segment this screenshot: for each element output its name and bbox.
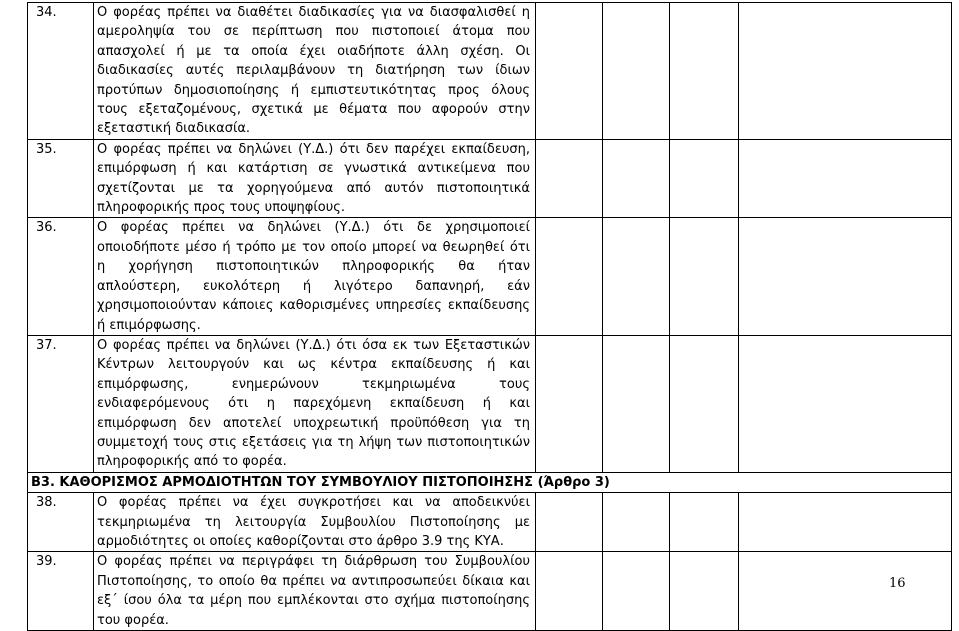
text-line: Ο φορέας πρέπει να δηλώνει (Υ.Δ.) ότι δεν παρέχει εκπαίδευση, — [97, 141, 530, 157]
empty-cell — [670, 493, 739, 552]
text-line: συμμετοχή τους στις εξετάσεις για τη λήψη των πιστοποιητικών — [97, 434, 530, 450]
empty-cell — [536, 552, 603, 631]
empty-cell — [536, 3, 603, 140]
requirement-text — [94, 552, 536, 631]
text-line: εξεταστική διαδικασία. — [97, 121, 251, 137]
empty-cell — [536, 493, 603, 552]
requirement-text — [94, 139, 536, 218]
text-line: Πιστοποίησης, το οποίο θα πρέπει να αντιπροσωπεύει δίκαια και — [97, 573, 530, 589]
text-line: Ο φορέας πρέπει να έχει συγκροτήσει και να αποδεικνύει — [97, 495, 530, 511]
text-line: τους εξεταζομένους, σχετικά με θέματα που αφορούν στην — [97, 102, 530, 118]
section-row — [28, 472, 952, 492]
empty-cell — [670, 218, 739, 335]
text-line: τεκμηριωμένα τη λειτουργία Συμβουλίου Πιστοποίησης με — [97, 514, 530, 530]
item-number: 36. — [28, 218, 94, 335]
text-line: πληροφορικής από το φορέα. — [97, 454, 287, 470]
empty-cell — [739, 493, 952, 552]
empty-cell — [670, 552, 739, 631]
section-block — [28, 472, 952, 492]
empty-cell — [670, 139, 739, 218]
text-line: διαδικασίες αυτές περιλαμβάνουν τη διατήρηση των ίδιων — [97, 63, 530, 79]
empty-cell — [739, 335, 952, 472]
requirements-rows — [28, 3, 952, 473]
table-row — [28, 139, 952, 218]
table-row — [28, 493, 952, 552]
empty-cell — [603, 552, 670, 631]
empty-cell — [739, 139, 952, 218]
item-number: 39. — [28, 552, 94, 631]
item-number: 34. — [28, 3, 94, 140]
section-heading: Β3. ΚΑΘΟΡΙΣΜΟΣ ΑΡΜΟΔΙΟΤΗΤΩΝ ΤΟΥ ΣΥΜΒΟΥΛΙΟΥ ΠΙΣΤΟΠΟΙΗΣΗΣ (Άρθρο 3) — [28, 472, 952, 492]
empty-cell — [603, 3, 670, 140]
table-row — [28, 218, 952, 335]
text-line: αμεροληψία του σε περίπτωση που πιστοποιεί άτομα που — [97, 24, 530, 40]
text-line: η χορήγηση πιστοποιητικών πληροφορικής θα ήταν — [97, 259, 530, 275]
empty-cell — [739, 3, 952, 140]
table-row — [28, 552, 952, 631]
page-number: 16 — [889, 576, 906, 591]
text-line: Κέντρων λειτουργούν και ως κέντρα εκπαίδευσης ή και — [97, 357, 530, 373]
requirement-text — [94, 3, 536, 140]
requirements-rows-after — [28, 493, 952, 631]
requirement-text — [94, 493, 536, 552]
text-line: Ο φορέας πρέπει να διαθέτει διαδικασίες για να διασφαλισθεί η — [97, 5, 530, 20]
text-line: Ο φορέας πρέπει να δηλώνει (Υ.Δ.) ότι όσα εκ των Εξεταστικών — [97, 337, 530, 353]
text-line: του φορέα. — [97, 612, 169, 628]
text-line: Ο φορέας πρέπει να περιγράφει τη διάρθρωση του Συμβουλίου — [97, 554, 530, 570]
text-line: οποιοδήποτε μέσο ή τρόπο με τον οποίο μπορεί να θεωρηθεί ότι — [97, 239, 530, 255]
item-number: 35. — [28, 139, 94, 218]
requirement-text — [94, 218, 536, 335]
text-line: απλούστερη, ευκολότερη ή λιγότερο δαπανηρή, εάν — [97, 278, 530, 294]
table-row — [28, 3, 952, 140]
empty-cell — [670, 335, 739, 472]
text-line: προτύπων δημοσιοποίησης ή εμπιστευτικότητας προς όλους — [97, 82, 530, 98]
empty-cell — [739, 552, 952, 631]
empty-cell — [603, 335, 670, 472]
text-line: επιμόρφωση ή και κατάρτιση σε γνωστικά αντικείμενα που — [97, 161, 530, 177]
empty-cell — [603, 218, 670, 335]
text-line: ενδιαφερόμενους ότι η παρεχόμενη εκπαίδευση ή και — [97, 396, 530, 412]
text-line: εξ΄ ίσου όλα τα μέρη που εμπλέκονται στο σχήμα πιστοποίησης — [97, 593, 530, 609]
empty-cell — [536, 335, 603, 472]
text-line: πληροφορικής προς τους υποψηφίους. — [97, 200, 345, 216]
requirements-table — [27, 2, 952, 631]
table-row — [28, 335, 952, 472]
empty-cell — [603, 139, 670, 218]
text-line: χρησιμοποιούνταν κάποιες καθορισμένες υπηρεσίες εκπαίδευσης — [97, 298, 530, 314]
empty-cell — [536, 139, 603, 218]
item-number: 38. — [28, 493, 94, 552]
text-line: ή επιμόρφωσης. — [97, 317, 201, 333]
empty-cell — [739, 218, 952, 335]
text-line: σχετίζονται με τα χορηγούμενα από αυτόν πιστοποιητικά — [97, 180, 530, 196]
text-line: επιμόρφωση δεν αποτελεί υποχρεωτική προϋπόθεση για τη — [97, 415, 530, 431]
requirement-text — [94, 335, 536, 472]
text-line: αρμοδιότητες οι οποίες καθορίζονται στο άρθρο 3.9 της ΚΥΑ. — [97, 533, 504, 549]
item-number: 37. — [28, 335, 94, 472]
text-line: απασχολεί ή με τα οποία έχει οιαδήποτε άλλη σχέση. Οι — [97, 43, 530, 59]
empty-cell — [603, 493, 670, 552]
text-line: επιμόρφωσης, ενημερώνουν τεκμηριωμένα τους — [97, 376, 530, 392]
empty-cell — [670, 3, 739, 140]
text-line: Ο φορέας πρέπει να δηλώνει (Υ.Δ.) ότι δε χρησιμοποιεί — [97, 220, 530, 236]
empty-cell — [536, 218, 603, 335]
